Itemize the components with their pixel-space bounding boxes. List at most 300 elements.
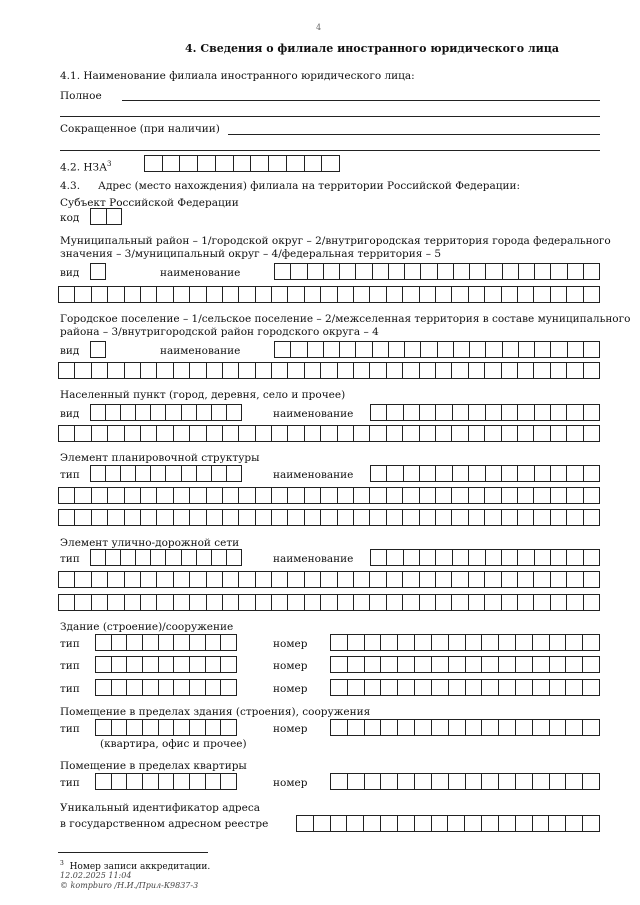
char-cell[interactable]: [449, 680, 466, 695]
char-cell[interactable]: [163, 156, 181, 171]
char-cell[interactable]: [551, 510, 567, 525]
char-cell[interactable]: [91, 264, 105, 279]
char-cell[interactable]: [482, 657, 499, 672]
char-cell[interactable]: [583, 720, 599, 735]
char-cell[interactable]: [398, 657, 415, 672]
char-cell[interactable]: [324, 342, 340, 357]
char-cell[interactable]: [567, 426, 583, 441]
char-cell[interactable]: [566, 816, 583, 831]
char-cell[interactable]: [234, 156, 252, 171]
char-cell[interactable]: [92, 488, 108, 503]
char-cell[interactable]: [405, 342, 421, 357]
char-cell[interactable]: [534, 510, 550, 525]
char-cell[interactable]: [127, 657, 143, 672]
char-cell[interactable]: [584, 572, 599, 587]
char-cell[interactable]: [354, 572, 370, 587]
char-cell[interactable]: [381, 657, 398, 672]
char-cell[interactable]: [272, 426, 288, 441]
char-cell[interactable]: [143, 657, 159, 672]
char-cell[interactable]: [174, 287, 190, 302]
char-cell[interactable]: [551, 264, 567, 279]
char-cell[interactable]: [207, 426, 223, 441]
char-cell[interactable]: [59, 287, 75, 302]
char-cell[interactable]: [143, 635, 159, 650]
char-cell[interactable]: [239, 510, 255, 525]
char-cell[interactable]: [533, 680, 550, 695]
char-cell[interactable]: [551, 466, 567, 481]
char-cell[interactable]: [216, 156, 234, 171]
char-cell[interactable]: [432, 635, 449, 650]
char-cell[interactable]: [420, 595, 436, 610]
short-name-line-2[interactable]: [60, 150, 600, 151]
char-cell[interactable]: [567, 595, 583, 610]
char-cell[interactable]: [551, 595, 567, 610]
char-cell[interactable]: [365, 635, 382, 650]
char-cell[interactable]: [239, 488, 255, 503]
bld-tip-cells-2[interactable]: [95, 656, 237, 673]
char-cell[interactable]: [452, 595, 468, 610]
char-cell[interactable]: [75, 488, 91, 503]
char-cell[interactable]: [143, 720, 159, 735]
char-cell[interactable]: [567, 550, 583, 565]
char-cell[interactable]: [365, 774, 382, 789]
char-cell[interactable]: [305, 488, 321, 503]
char-cell[interactable]: [166, 405, 181, 420]
char-cell[interactable]: [370, 287, 386, 302]
char-cell[interactable]: [108, 426, 124, 441]
char-cell[interactable]: [567, 510, 583, 525]
char-cell[interactable]: [370, 363, 386, 378]
char-cell[interactable]: [518, 550, 534, 565]
char-cell[interactable]: [533, 774, 550, 789]
char-cell[interactable]: [125, 488, 141, 503]
char-cell[interactable]: [567, 488, 583, 503]
char-cell[interactable]: [415, 774, 432, 789]
char-cell[interactable]: [256, 363, 272, 378]
char-cell[interactable]: [112, 774, 128, 789]
char-cell[interactable]: [516, 657, 533, 672]
char-cell[interactable]: [91, 466, 106, 481]
char-cell[interactable]: [356, 264, 372, 279]
char-cell[interactable]: [485, 510, 501, 525]
char-cell[interactable]: [469, 595, 485, 610]
char-cell[interactable]: [387, 510, 403, 525]
char-cell[interactable]: [340, 342, 356, 357]
room-apt-nomer-cells[interactable]: [330, 773, 600, 790]
char-cell[interactable]: [127, 635, 143, 650]
char-cell[interactable]: [584, 510, 599, 525]
char-cell[interactable]: [438, 342, 454, 357]
char-cell[interactable]: [157, 426, 173, 441]
char-cell[interactable]: [206, 635, 222, 650]
char-cell[interactable]: [584, 342, 599, 357]
char-cell[interactable]: [256, 595, 272, 610]
char-cell[interactable]: [453, 466, 469, 481]
char-cell[interactable]: [159, 720, 175, 735]
char-cell[interactable]: [227, 466, 241, 481]
char-cell[interactable]: [415, 680, 432, 695]
char-cell[interactable]: [403, 572, 419, 587]
char-cell[interactable]: [568, 264, 584, 279]
char-cell[interactable]: [112, 680, 128, 695]
char-cell[interactable]: [584, 466, 599, 481]
char-cell[interactable]: [348, 680, 365, 695]
char-cell[interactable]: [502, 572, 518, 587]
char-cell[interactable]: [403, 510, 419, 525]
char-cell[interactable]: [432, 816, 449, 831]
eps-name-cells-3[interactable]: [58, 509, 600, 526]
char-cell[interactable]: [436, 426, 452, 441]
char-cell[interactable]: [502, 510, 518, 525]
char-cell[interactable]: [436, 572, 452, 587]
char-cell[interactable]: [157, 488, 173, 503]
char-cell[interactable]: [106, 550, 121, 565]
char-cell[interactable]: [469, 488, 485, 503]
char-cell[interactable]: [288, 488, 304, 503]
char-cell[interactable]: [221, 635, 236, 650]
eps-name-cells-1[interactable]: [370, 465, 600, 482]
char-cell[interactable]: [452, 426, 468, 441]
char-cell[interactable]: [432, 680, 449, 695]
char-cell[interactable]: [432, 774, 449, 789]
char-cell[interactable]: [405, 264, 421, 279]
char-cell[interactable]: [321, 510, 337, 525]
char-cell[interactable]: [420, 405, 436, 420]
char-cell[interactable]: [403, 426, 419, 441]
char-cell[interactable]: [398, 635, 415, 650]
char-cell[interactable]: [432, 657, 449, 672]
char-cell[interactable]: [389, 264, 405, 279]
char-cell[interactable]: [272, 595, 288, 610]
char-cell[interactable]: [182, 405, 197, 420]
char-cell[interactable]: [453, 550, 469, 565]
char-cell[interactable]: [223, 572, 239, 587]
char-cell[interactable]: [452, 287, 468, 302]
char-cell[interactable]: [212, 550, 227, 565]
char-cell[interactable]: [584, 595, 599, 610]
char-cell[interactable]: [206, 720, 222, 735]
char-cell[interactable]: [92, 426, 108, 441]
char-cell[interactable]: [207, 488, 223, 503]
gor-name-cells-1[interactable]: [274, 341, 600, 358]
char-cell[interactable]: [125, 572, 141, 587]
mun-name-cells-2[interactable]: [58, 286, 600, 303]
char-cell[interactable]: [518, 510, 534, 525]
char-cell[interactable]: [223, 426, 239, 441]
char-cell[interactable]: [206, 657, 222, 672]
char-cell[interactable]: [466, 635, 483, 650]
char-cell[interactable]: [551, 342, 567, 357]
char-cell[interactable]: [338, 488, 354, 503]
char-cell[interactable]: [354, 488, 370, 503]
char-cell[interactable]: [398, 720, 415, 735]
char-cell[interactable]: [398, 680, 415, 695]
char-cell[interactable]: [486, 264, 502, 279]
char-cell[interactable]: [404, 466, 420, 481]
char-cell[interactable]: [420, 572, 436, 587]
char-cell[interactable]: [190, 635, 206, 650]
char-cell[interactable]: [305, 287, 321, 302]
char-cell[interactable]: [159, 657, 175, 672]
char-cell[interactable]: [174, 488, 190, 503]
uid-cells[interactable]: [296, 815, 600, 832]
char-cell[interactable]: [59, 426, 75, 441]
char-cell[interactable]: [275, 264, 291, 279]
char-cell[interactable]: [583, 774, 599, 789]
char-cell[interactable]: [157, 572, 173, 587]
char-cell[interactable]: [321, 595, 337, 610]
char-cell[interactable]: [551, 550, 567, 565]
char-cell[interactable]: [288, 510, 304, 525]
char-cell[interactable]: [91, 550, 106, 565]
gor-vid-cell[interactable]: [90, 341, 106, 358]
char-cell[interactable]: [420, 363, 436, 378]
char-cell[interactable]: [449, 635, 466, 650]
char-cell[interactable]: [190, 720, 206, 735]
char-cell[interactable]: [151, 550, 166, 565]
char-cell[interactable]: [190, 774, 206, 789]
mun-vid-cell[interactable]: [90, 263, 106, 280]
char-cell[interactable]: [348, 720, 365, 735]
char-cell[interactable]: [356, 342, 372, 357]
char-cell[interactable]: [197, 550, 212, 565]
char-cell[interactable]: [206, 774, 222, 789]
char-cell[interactable]: [518, 488, 534, 503]
char-cell[interactable]: [420, 287, 436, 302]
char-cell[interactable]: [223, 510, 239, 525]
char-cell[interactable]: [305, 595, 321, 610]
char-cell[interactable]: [96, 774, 112, 789]
char-cell[interactable]: [331, 774, 348, 789]
char-cell[interactable]: [141, 363, 157, 378]
char-cell[interactable]: [182, 466, 197, 481]
char-cell[interactable]: [287, 156, 305, 171]
char-cell[interactable]: [348, 635, 365, 650]
char-cell[interactable]: [436, 466, 452, 481]
char-cell[interactable]: [159, 680, 175, 695]
char-cell[interactable]: [347, 816, 364, 831]
char-cell[interactable]: [466, 774, 483, 789]
char-cell[interactable]: [516, 774, 533, 789]
char-cell[interactable]: [221, 774, 236, 789]
char-cell[interactable]: [387, 550, 403, 565]
char-cell[interactable]: [518, 363, 534, 378]
char-cell[interactable]: [166, 550, 181, 565]
char-cell[interactable]: [125, 287, 141, 302]
char-cell[interactable]: [398, 816, 415, 831]
char-cell[interactable]: [223, 488, 239, 503]
char-cell[interactable]: [499, 774, 516, 789]
char-cell[interactable]: [288, 572, 304, 587]
char-cell[interactable]: [373, 342, 389, 357]
char-cell[interactable]: [75, 363, 91, 378]
char-cell[interactable]: [288, 287, 304, 302]
char-cell[interactable]: [502, 595, 518, 610]
char-cell[interactable]: [305, 510, 321, 525]
char-cell[interactable]: [469, 287, 485, 302]
char-cell[interactable]: [583, 635, 599, 650]
char-cell[interactable]: [502, 550, 518, 565]
room-bld-nomer-cells[interactable]: [330, 719, 600, 736]
char-cell[interactable]: [516, 816, 533, 831]
char-cell[interactable]: [322, 156, 339, 171]
char-cell[interactable]: [91, 405, 106, 420]
euds-name-cells-3[interactable]: [58, 594, 600, 611]
char-cell[interactable]: [535, 550, 551, 565]
char-cell[interactable]: [321, 426, 337, 441]
char-cell[interactable]: [321, 363, 337, 378]
char-cell[interactable]: [308, 342, 324, 357]
char-cell[interactable]: [499, 720, 516, 735]
char-cell[interactable]: [469, 405, 485, 420]
char-cell[interactable]: [331, 635, 348, 650]
bld-nomer-cells-3[interactable]: [330, 679, 600, 696]
char-cell[interactable]: [338, 510, 354, 525]
char-cell[interactable]: [321, 572, 337, 587]
char-cell[interactable]: [151, 405, 166, 420]
char-cell[interactable]: [96, 657, 112, 672]
char-cell[interactable]: [180, 156, 198, 171]
char-cell[interactable]: [436, 550, 452, 565]
char-cell[interactable]: [92, 572, 108, 587]
char-cell[interactable]: [421, 264, 437, 279]
char-cell[interactable]: [190, 572, 206, 587]
char-cell[interactable]: [371, 550, 387, 565]
char-cell[interactable]: [519, 264, 535, 279]
char-cell[interactable]: [75, 426, 91, 441]
char-cell[interactable]: [566, 635, 583, 650]
char-cell[interactable]: [331, 657, 348, 672]
np-name-cells-1[interactable]: [370, 404, 600, 421]
char-cell[interactable]: [221, 720, 236, 735]
char-cell[interactable]: [449, 720, 466, 735]
char-cell[interactable]: [221, 680, 236, 695]
char-cell[interactable]: [112, 720, 128, 735]
char-cell[interactable]: [535, 466, 551, 481]
char-cell[interactable]: [404, 405, 420, 420]
char-cell[interactable]: [534, 287, 550, 302]
char-cell[interactable]: [469, 572, 485, 587]
char-cell[interactable]: [567, 363, 583, 378]
char-cell[interactable]: [212, 466, 227, 481]
char-cell[interactable]: [486, 550, 502, 565]
char-cell[interactable]: [387, 488, 403, 503]
char-cell[interactable]: [370, 572, 386, 587]
char-cell[interactable]: [485, 488, 501, 503]
char-cell[interactable]: [550, 635, 567, 650]
char-cell[interactable]: [136, 550, 151, 565]
char-cell[interactable]: [454, 264, 470, 279]
char-cell[interactable]: [338, 426, 354, 441]
subject-code-cells[interactable]: [90, 208, 122, 225]
eps-tip-cells[interactable]: [90, 465, 242, 482]
char-cell[interactable]: [141, 287, 157, 302]
eps-name-cells-2[interactable]: [58, 487, 600, 504]
char-cell[interactable]: [403, 488, 419, 503]
char-cell[interactable]: [239, 426, 255, 441]
char-cell[interactable]: [157, 363, 173, 378]
char-cell[interactable]: [584, 405, 599, 420]
char-cell[interactable]: [141, 426, 157, 441]
char-cell[interactable]: [465, 816, 482, 831]
char-cell[interactable]: [436, 488, 452, 503]
char-cell[interactable]: [550, 720, 567, 735]
char-cell[interactable]: [567, 466, 583, 481]
char-cell[interactable]: [466, 657, 483, 672]
char-cell[interactable]: [420, 550, 436, 565]
char-cell[interactable]: [125, 595, 141, 610]
gor-name-cells-2[interactable]: [58, 362, 600, 379]
char-cell[interactable]: [141, 488, 157, 503]
char-cell[interactable]: [321, 287, 337, 302]
char-cell[interactable]: [239, 595, 255, 610]
char-cell[interactable]: [503, 264, 519, 279]
char-cell[interactable]: [387, 405, 403, 420]
char-cell[interactable]: [272, 363, 288, 378]
char-cell[interactable]: [340, 264, 356, 279]
char-cell[interactable]: [449, 657, 466, 672]
char-cell[interactable]: [584, 363, 599, 378]
char-cell[interactable]: [482, 720, 499, 735]
char-cell[interactable]: [485, 363, 501, 378]
char-cell[interactable]: [272, 572, 288, 587]
char-cell[interactable]: [566, 680, 583, 695]
char-cell[interactable]: [502, 287, 518, 302]
char-cell[interactable]: [387, 466, 403, 481]
char-cell[interactable]: [387, 287, 403, 302]
char-cell[interactable]: [174, 635, 190, 650]
char-cell[interactable]: [534, 426, 550, 441]
char-cell[interactable]: [516, 680, 533, 695]
char-cell[interactable]: [482, 816, 499, 831]
char-cell[interactable]: [533, 816, 550, 831]
char-cell[interactable]: [485, 287, 501, 302]
char-cell[interactable]: [92, 287, 108, 302]
char-cell[interactable]: [551, 426, 567, 441]
char-cell[interactable]: [566, 774, 583, 789]
char-cell[interactable]: [466, 720, 483, 735]
char-cell[interactable]: [308, 264, 324, 279]
char-cell[interactable]: [108, 510, 124, 525]
char-cell[interactable]: [518, 595, 534, 610]
char-cell[interactable]: [174, 363, 190, 378]
full-name-line-2[interactable]: [60, 116, 600, 117]
char-cell[interactable]: [314, 816, 331, 831]
char-cell[interactable]: [421, 342, 437, 357]
char-cell[interactable]: [364, 816, 381, 831]
char-cell[interactable]: [239, 363, 255, 378]
char-cell[interactable]: [125, 510, 141, 525]
char-cell[interactable]: [389, 342, 405, 357]
char-cell[interactable]: [143, 774, 159, 789]
char-cell[interactable]: [354, 363, 370, 378]
char-cell[interactable]: [415, 816, 432, 831]
char-cell[interactable]: [370, 426, 386, 441]
char-cell[interactable]: [404, 550, 420, 565]
char-cell[interactable]: [381, 635, 398, 650]
char-cell[interactable]: [403, 287, 419, 302]
char-cell[interactable]: [151, 466, 166, 481]
bld-tip-cells-3[interactable]: [95, 679, 237, 696]
char-cell[interactable]: [486, 405, 502, 420]
char-cell[interactable]: [207, 572, 223, 587]
char-cell[interactable]: [108, 287, 124, 302]
char-cell[interactable]: [127, 774, 143, 789]
char-cell[interactable]: [75, 287, 91, 302]
char-cell[interactable]: [469, 363, 485, 378]
char-cell[interactable]: [331, 680, 348, 695]
char-cell[interactable]: [485, 426, 501, 441]
